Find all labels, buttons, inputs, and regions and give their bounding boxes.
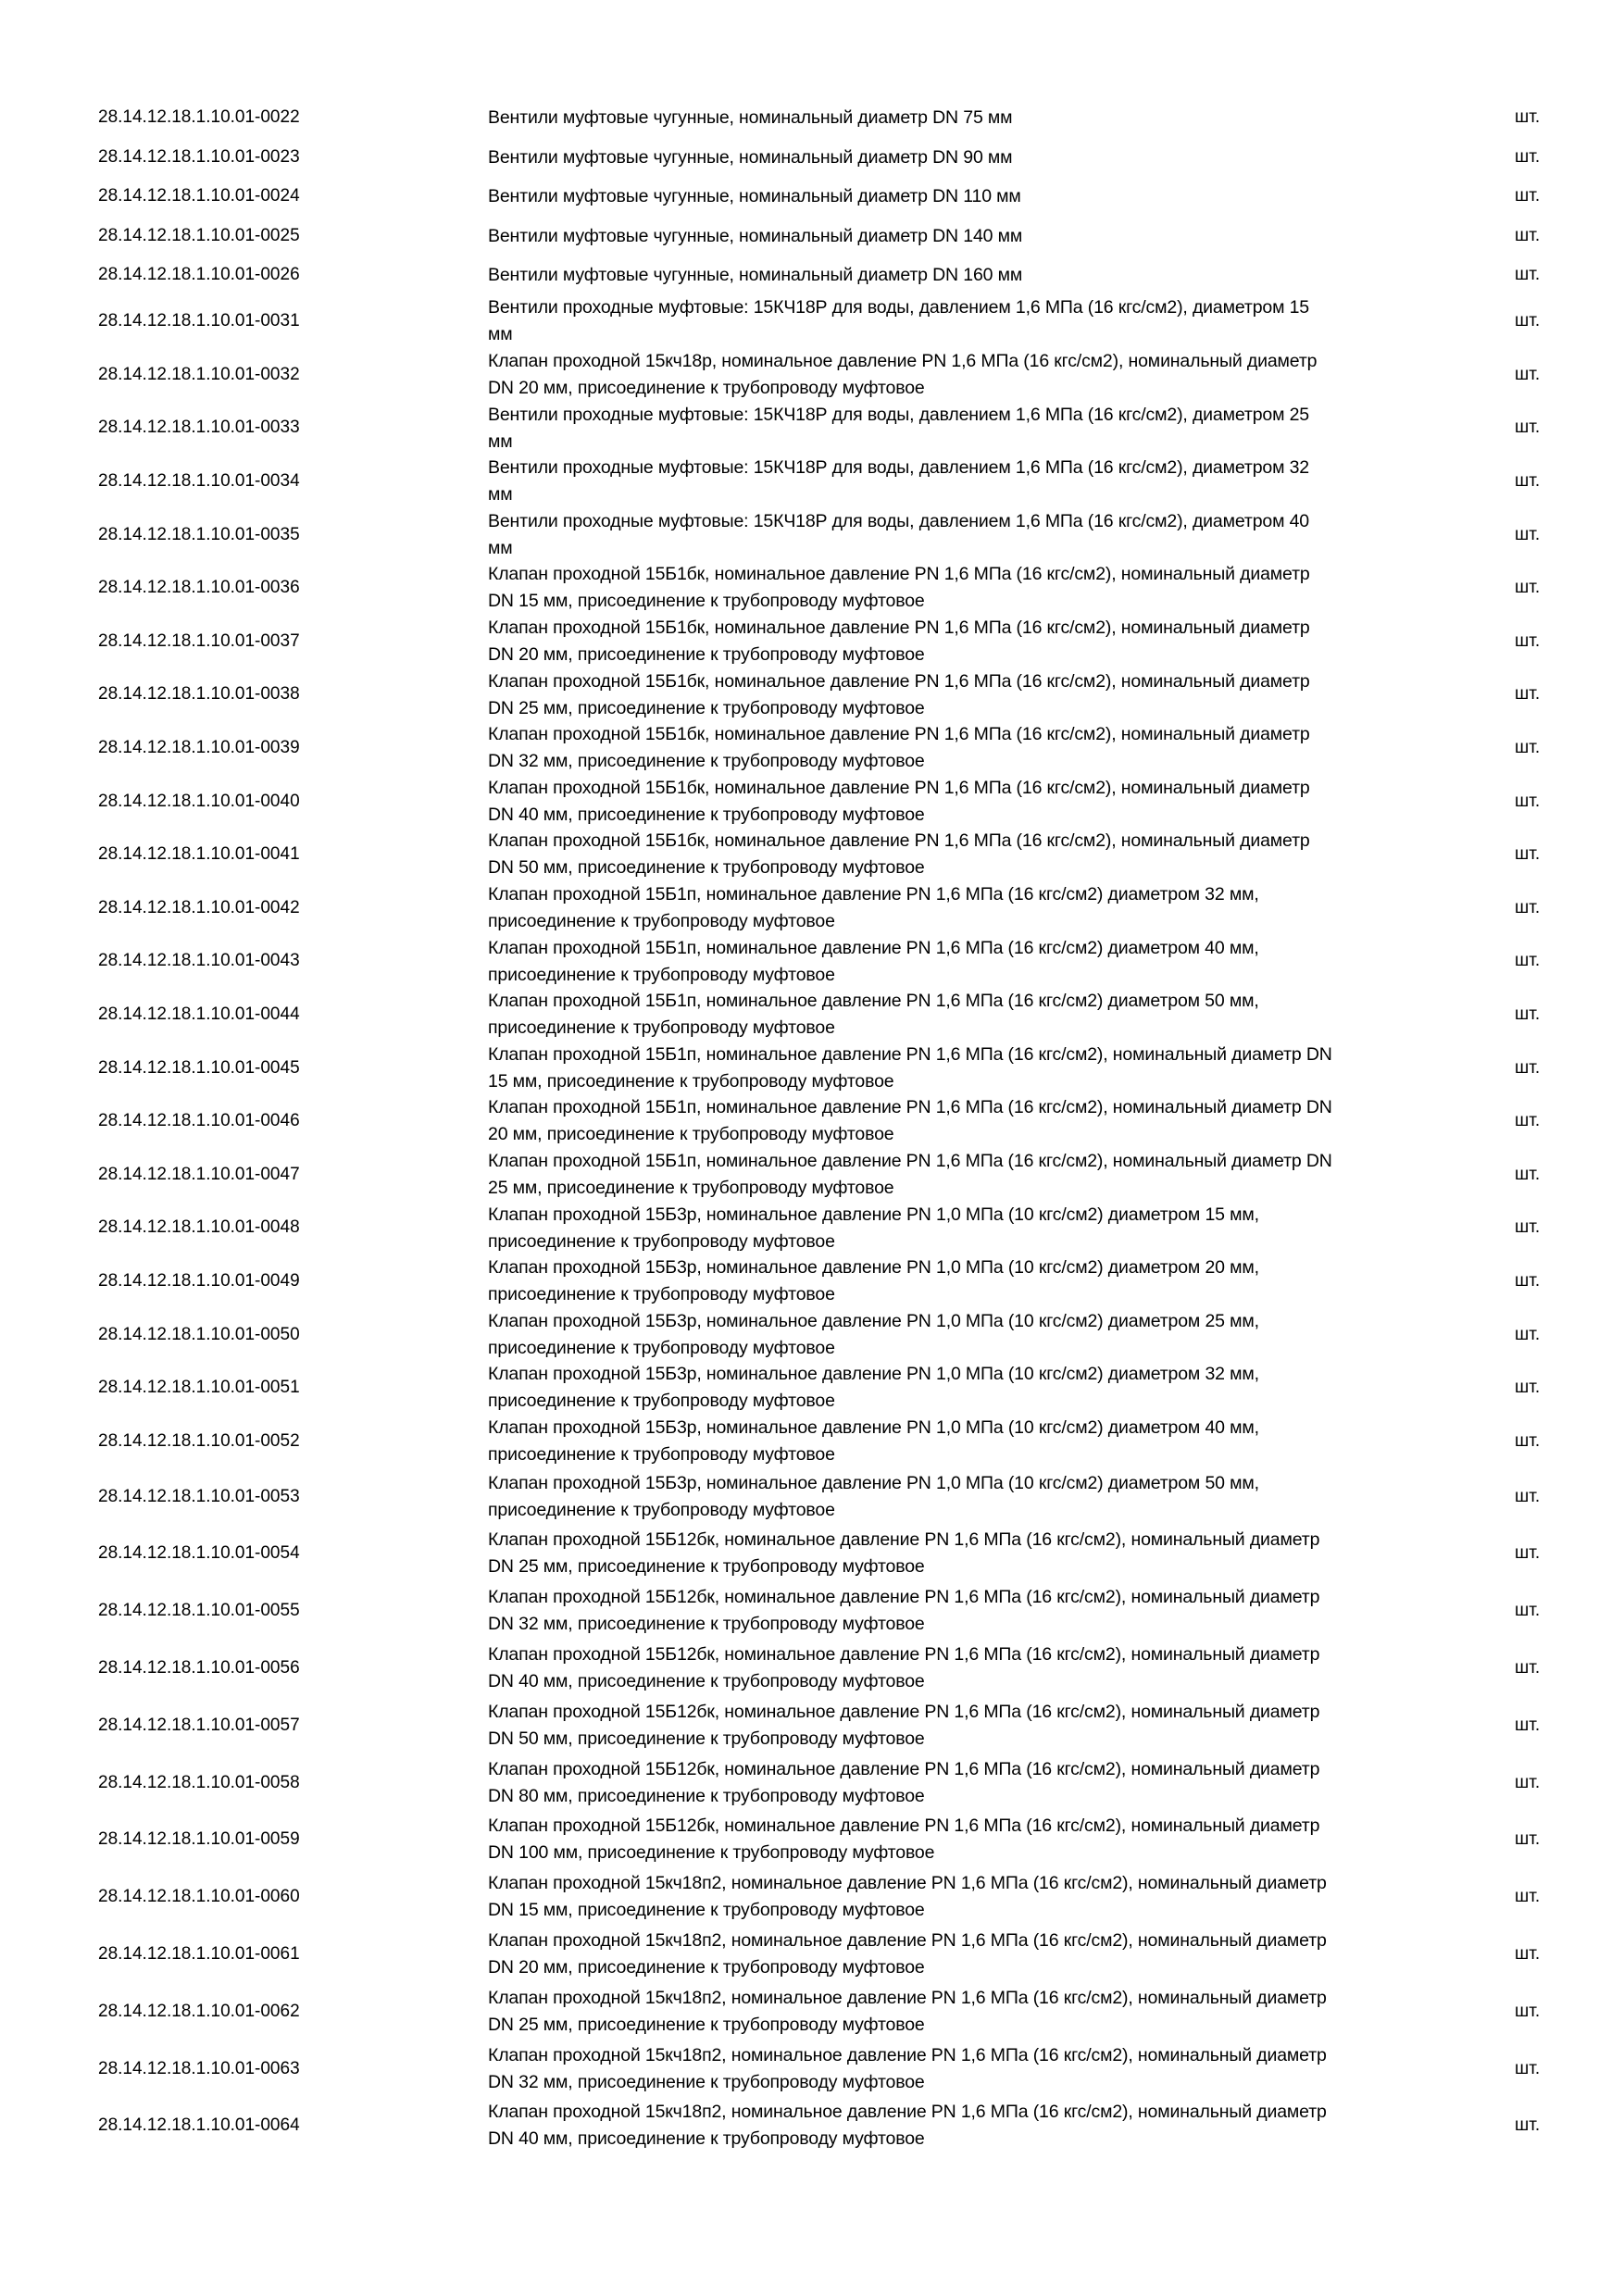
table-row (0, 1582, 1624, 1640)
table-row (0, 615, 1624, 668)
row-description (488, 402, 1460, 455)
description-line: DN 32 мм, присоединение к трубопроводу муфтовое (488, 2071, 925, 2092)
row-description (488, 227, 1460, 245)
row-code: 28.14.12.18.1.10.01-0064 (98, 2115, 300, 2136)
row-unit: шт. (1515, 186, 1541, 206)
row-unit: шт. (1515, 1217, 1541, 1238)
row-code: 28.14.12.18.1.10.01-0062 (98, 2001, 300, 2021)
row-unit: шт. (1515, 897, 1541, 917)
row-code: 28.14.12.18.1.10.01-0053 (98, 1486, 300, 1506)
row-code: 28.14.12.18.1.10.01-0033 (98, 418, 300, 438)
description-line: присоединение к трубопроводу муфтовое (488, 1284, 835, 1305)
table-row (0, 295, 1624, 349)
row-unit: шт. (1515, 951, 1541, 971)
row-code: 28.14.12.18.1.10.01-0044 (98, 1004, 300, 1025)
table-row (0, 2040, 1624, 2098)
table-row (0, 775, 1624, 829)
row-unit: шт. (1515, 1657, 1541, 1678)
description-line: присоединение к трубопроводу муфтовое (488, 1443, 835, 1465)
row-description (488, 508, 1460, 562)
description-line: Вентили муфтовые чугунные, номинальный диаметр DN 90 мм (488, 146, 1013, 168)
row-code: 28.14.12.18.1.10.01-0041 (98, 844, 300, 865)
row-description (488, 1699, 1460, 1753)
row-unit: шт. (1515, 1004, 1541, 1025)
row-code: 28.14.12.18.1.10.01-0037 (98, 630, 300, 651)
row-description (488, 1527, 1460, 1580)
table-row (0, 217, 1624, 256)
table-row (0, 138, 1624, 178)
row-code: 28.14.12.18.1.10.01-0047 (98, 1164, 300, 1184)
row-code: 28.14.12.18.1.10.01-0056 (98, 1657, 300, 1678)
row-unit: шт. (1515, 1943, 1541, 1964)
table-row (0, 935, 1624, 989)
row-description (488, 935, 1460, 989)
description-line: присоединение к трубопроводу муфтовое (488, 1017, 835, 1039)
table-row (0, 1868, 1624, 1926)
row-description (488, 1870, 1460, 1924)
table-row (0, 1042, 1624, 1095)
row-code: 28.14.12.18.1.10.01-0035 (98, 524, 300, 544)
row-unit: шт. (1515, 1430, 1541, 1451)
description-line: Клапан проходной 15Б1п, номинальное давление PN 1,6 МПа (16 кгс/см2) диаметром 40 мм, (488, 937, 1259, 958)
description-line: присоединение к трубопроводу муфтовое (488, 1230, 835, 1252)
description-line: Клапан проходной 15Б1бк, номинальное давление PN 1,6 МПа (16 кгс/см2), номинальный диаметр (488, 564, 1310, 585)
description-line: 25 мм, присоединение к трубопроводу муфтовое (488, 1177, 894, 1198)
description-line: Клапан проходной 15Б1бк, номинальное давление PN 1,6 МПа (16 кгс/см2), номинальный диаметр (488, 830, 1310, 852)
description-line: Клапан проходной 15кч18п2, номинальное давление PN 1,6 МПа (16 кгс/см2), номинальный диаметр (488, 2102, 1327, 2123)
row-unit: шт. (1515, 1164, 1541, 1184)
row-unit: шт. (1515, 1378, 1541, 1398)
table-row (0, 1812, 1624, 1869)
description-line: Клапан проходной 15Б12бк, номинальное давление PN 1,6 МПа (16 кгс/см2), номинальный диаметр (488, 1643, 1320, 1665)
description-line: мм (488, 324, 513, 345)
row-unit: шт. (1515, 844, 1541, 865)
row-unit: шт. (1515, 1057, 1541, 1078)
description-line: присоединение к трубопроводу муфтовое (488, 910, 835, 931)
description-line: Клапан проходной 15Б1п, номинальное давление PN 1,6 МПа (16 кгс/см2) диаметром 50 мм, (488, 991, 1259, 1012)
row-code: 28.14.12.18.1.10.01-0026 (98, 265, 300, 285)
row-description (488, 1641, 1460, 1695)
row-description (488, 1042, 1460, 1095)
row-description (488, 1202, 1460, 1255)
table-row (0, 1308, 1624, 1362)
row-description (488, 721, 1460, 775)
table-row (0, 1697, 1624, 1754)
row-unit: шт. (1515, 311, 1541, 331)
row-unit: шт. (1515, 684, 1541, 705)
table-row (0, 721, 1624, 775)
row-code: 28.14.12.18.1.10.01-0046 (98, 1111, 300, 1131)
row-unit: шт. (1515, 265, 1541, 285)
description-line: Вентили проходные муфтовые: 15КЧ18Р для воды, давлением 1,6 МПа (16 кгс/см2), диаметром 40 (488, 510, 1310, 531)
row-code: 28.14.12.18.1.10.01-0048 (98, 1217, 300, 1238)
row-unit: шт. (1515, 1543, 1541, 1564)
row-code: 28.14.12.18.1.10.01-0043 (98, 951, 300, 971)
row-description (488, 1584, 1460, 1638)
table-row (0, 1526, 1624, 1583)
row-description (488, 775, 1460, 829)
description-line: Вентили проходные муфтовые: 15КЧ18Р для воды, давлением 1,6 МПа (16 кгс/см2), диаметром 32 (488, 457, 1310, 479)
row-unit: шт. (1515, 107, 1541, 128)
table-row (0, 98, 1624, 138)
table-row (0, 562, 1624, 616)
description-line: мм (488, 430, 513, 452)
row-code: 28.14.12.18.1.10.01-0036 (98, 578, 300, 598)
row-code: 28.14.12.18.1.10.01-0040 (98, 791, 300, 811)
description-line: DN 25 мм, присоединение к трубопроводу муфтовое (488, 2014, 925, 2035)
row-unit: шт. (1515, 2115, 1541, 2136)
description-line: Клапан проходной 15кч18р, номинальное давление PN 1,6 МПа (16 кгс/см2), номинальный диаметр (488, 350, 1318, 371)
row-code: 28.14.12.18.1.10.01-0052 (98, 1430, 300, 1451)
row-code: 28.14.12.18.1.10.01-0051 (98, 1378, 300, 1398)
table-row (0, 829, 1624, 882)
row-description (488, 668, 1460, 722)
description-line: Клапан проходной 15Б12бк, номинальное давление PN 1,6 МПа (16 кгс/см2), номинальный диаметр (488, 1701, 1320, 1722)
table-row (0, 455, 1624, 508)
row-unit: шт. (1515, 1271, 1541, 1292)
description-line: Клапан проходной 15Б12бк, номинальное давление PN 1,6 МПа (16 кгс/см2), номинальный диаметр (488, 1529, 1320, 1551)
row-description (488, 148, 1460, 167)
description-line: DN 40 мм, присоединение к трубопроводу муфтовое (488, 2128, 925, 2150)
row-unit: шт. (1515, 364, 1541, 384)
table-row (0, 1415, 1624, 1468)
description-line: присоединение к трубопроводу муфтовое (488, 1499, 835, 1520)
row-code: 28.14.12.18.1.10.01-0045 (98, 1057, 300, 1078)
table-row (0, 668, 1624, 722)
row-unit: шт. (1515, 630, 1541, 651)
row-description (488, 1415, 1460, 1468)
row-unit: шт. (1515, 1829, 1541, 1850)
description-line: Клапан проходной 15кч18п2, номинальное давление PN 1,6 МПа (16 кгс/см2), номинальный диаметр (488, 1987, 1327, 2008)
row-unit: шт. (1515, 738, 1541, 758)
description-line: Клапан проходной 15Б12бк, номинальное давление PN 1,6 МПа (16 кгс/см2), номинальный диаметр (488, 1587, 1320, 1608)
row-code: 28.14.12.18.1.10.01-0061 (98, 1943, 300, 1964)
description-line: Клапан проходной 15Б12бк, номинальное давление PN 1,6 МПа (16 кгс/см2), номинальный диаметр (488, 1816, 1320, 1837)
table-row (0, 402, 1624, 455)
table-row (0, 348, 1624, 402)
description-line: DN 100 мм, присоединение к трубопроводу муфтовое (488, 1842, 935, 1864)
description-line: Клапан проходной 15Б3р, номинальное давление PN 1,0 МПа (10 кгс/см2) диаметром 50 мм, (488, 1472, 1259, 1493)
description-line: присоединение к трубопроводу муфтовое (488, 964, 835, 985)
description-line: DN 40 мм, присоединение к трубопроводу муфтовое (488, 1670, 925, 1691)
description-line: Вентили муфтовые чугунные, номинальный диаметр DN 160 мм (488, 265, 1023, 286)
description-line: DN 15 мм, присоединение к трубопроводу муфтовое (488, 1900, 925, 1921)
row-description (488, 881, 1460, 935)
row-unit: шт. (1515, 1887, 1541, 1907)
row-unit: шт. (1515, 146, 1541, 167)
description-line: Клапан проходной 15Б3р, номинальное давление PN 1,0 МПа (10 кгс/см2) диаметром 25 мм, (488, 1310, 1259, 1331)
row-description (488, 1470, 1460, 1524)
row-description (488, 1148, 1460, 1202)
row-description (488, 455, 1460, 508)
table-row (0, 881, 1624, 935)
row-code: 28.14.12.18.1.10.01-0054 (98, 1543, 300, 1564)
row-unit: шт. (1515, 2001, 1541, 2021)
description-line: DN 20 мм, присоединение к трубопроводу муфтовое (488, 377, 925, 398)
description-line: Клапан проходной 15кч18п2, номинальное давление PN 1,6 МПа (16 кгс/см2), номинальный диаметр (488, 1873, 1327, 1894)
description-line: DN 15 мм, присоединение к трубопроводу муфтовое (488, 591, 925, 612)
table-row (0, 1983, 1624, 2040)
row-code: 28.14.12.18.1.10.01-0024 (98, 186, 300, 206)
table-row (0, 508, 1624, 562)
table-row (0, 1754, 1624, 1812)
row-description (488, 1308, 1460, 1362)
row-code: 28.14.12.18.1.10.01-0039 (98, 738, 300, 758)
row-code: 28.14.12.18.1.10.01-0034 (98, 471, 300, 492)
row-description (488, 2042, 1460, 2096)
description-line: DN 40 мм, присоединение к трубопроводу муфтовое (488, 804, 925, 825)
table-row (0, 177, 1624, 217)
row-code: 28.14.12.18.1.10.01-0060 (98, 1887, 300, 1907)
row-description (488, 266, 1460, 284)
row-code: 28.14.12.18.1.10.01-0025 (98, 225, 300, 245)
description-line: мм (488, 484, 513, 505)
row-description (488, 988, 1460, 1042)
table-row (0, 1362, 1624, 1416)
description-line: DN 20 мм, присоединение к трубопроводу муфтовое (488, 1956, 925, 1978)
row-description (488, 1756, 1460, 1810)
table-row (0, 1254, 1624, 1308)
row-code: 28.14.12.18.1.10.01-0050 (98, 1324, 300, 1344)
row-description (488, 1928, 1460, 1981)
description-line: Вентили муфтовые чугунные, номинальный диаметр DN 75 мм (488, 107, 1013, 129)
table-row (0, 1148, 1624, 1202)
description-line: DN 32 мм, присоединение к трубопроводу муфтовое (488, 1614, 925, 1635)
description-line: Клапан проходной 15Б1бк, номинальное давление PN 1,6 МПа (16 кгс/см2), номинальный диаметр (488, 617, 1310, 638)
description-line: DN 25 мм, присоединение к трубопроводу муфтовое (488, 697, 925, 718)
row-description (488, 615, 1460, 668)
description-line: присоединение к трубопроводу муфтовое (488, 1391, 835, 1412)
table-row (0, 256, 1624, 295)
description-line: Клапан проходной 15Б12бк, номинальное давление PN 1,6 МПа (16 кгс/см2), номинальный диаметр (488, 1758, 1320, 1779)
row-unit: шт. (1515, 578, 1541, 598)
row-code: 28.14.12.18.1.10.01-0063 (98, 2058, 300, 2078)
row-code: 28.14.12.18.1.10.01-0042 (98, 897, 300, 917)
description-line: DN 32 мм, присоединение к трубопроводу муфтовое (488, 751, 925, 772)
description-line: 15 мм, присоединение к трубопроводу муфтовое (488, 1070, 894, 1092)
description-line: Клапан проходной 15Б1бк, номинальное давление PN 1,6 МПа (16 кгс/см2), номинальный диаметр (488, 670, 1310, 692)
row-code: 28.14.12.18.1.10.01-0031 (98, 311, 300, 331)
row-description (488, 1813, 1460, 1866)
row-unit: шт. (1515, 2058, 1541, 2078)
table-row (0, 1095, 1624, 1149)
description-line: Клапан проходной 15Б3р, номинальное давление PN 1,0 МПа (10 кгс/см2) диаметром 40 мм, (488, 1416, 1259, 1438)
row-code: 28.14.12.18.1.10.01-0049 (98, 1271, 300, 1292)
row-code: 28.14.12.18.1.10.01-0032 (98, 364, 300, 384)
description-line: DN 50 мм, присоединение к трубопроводу муфтовое (488, 857, 925, 879)
description-line: Клапан проходной 15Б1п, номинальное давление PN 1,6 МПа (16 кгс/см2) диаметром 32 мм, (488, 883, 1259, 905)
row-description (488, 1254, 1460, 1308)
description-line: Вентили проходные муфтовые: 15КЧ18Р для воды, давлением 1,6 МПа (16 кгс/см2), диаметром 25 (488, 404, 1310, 425)
description-line: присоединение к трубопроводу муфтовое (488, 1337, 835, 1358)
row-code: 28.14.12.18.1.10.01-0022 (98, 107, 300, 128)
row-unit: шт. (1515, 791, 1541, 811)
row-unit: шт. (1515, 1715, 1541, 1735)
row-description (488, 294, 1460, 348)
description-line: Клапан проходной 15Б3р, номинальное давление PN 1,0 МПа (10 кгс/см2) диаметром 15 мм, (488, 1204, 1259, 1225)
row-unit: шт. (1515, 1601, 1541, 1621)
table-row (0, 1926, 1624, 1983)
row-description (488, 1361, 1460, 1415)
description-line: Вентили проходные муфтовые: 15КЧ18Р для воды, давлением 1,6 МПа (16 кгс/см2), диаметром 15 (488, 297, 1310, 318)
row-description (488, 561, 1460, 615)
description-line: мм (488, 537, 513, 558)
table-row (0, 1468, 1624, 1526)
row-code: 28.14.12.18.1.10.01-0023 (98, 146, 300, 167)
description-line: Клапан проходной 15кч18п2, номинальное давление PN 1,6 МПа (16 кгс/см2), номинальный диаметр (488, 1929, 1327, 1951)
description-line: Клапан проходной 15Б1п, номинальное давление PN 1,6 МПа (16 кгс/см2), номинальный диаметр DN (488, 1150, 1332, 1171)
row-unit: шт. (1515, 1772, 1541, 1792)
description-line: Вентили муфтовые чугунные, номинальный диаметр DN 110 мм (488, 186, 1021, 207)
row-description (488, 1985, 1460, 2039)
description-line: Клапан проходной 15кч18п2, номинальное давление PN 1,6 МПа (16 кгс/см2), номинальный диаметр (488, 2044, 1327, 2065)
description-line: Клапан проходной 15Б1п, номинальное давление PN 1,6 МПа (16 кгс/см2), номинальный диаметр DN (488, 1043, 1332, 1065)
row-unit: шт. (1515, 1324, 1541, 1344)
description-line: Клапан проходной 15Б1бк, номинальное давление PN 1,6 МПа (16 кгс/см2), номинальный диаметр (488, 724, 1310, 745)
description-line: Клапан проходной 15Б3р, номинальное давление PN 1,0 МПа (10 кгс/см2) диаметром 20 мм, (488, 1257, 1259, 1279)
description-line: DN 25 мм, присоединение к трубопроводу муфтовое (488, 1556, 925, 1578)
description-line: DN 20 мм, присоединение к трубопроводу муфтовое (488, 643, 925, 665)
row-unit: шт. (1515, 1111, 1541, 1131)
description-line: Клапан проходной 15Б3р, номинальное давление PN 1,0 МПа (10 кгс/см2) диаметром 32 мм, (488, 1364, 1259, 1385)
row-description (488, 108, 1460, 127)
description-line: DN 80 мм, присоединение к трубопроводу муфтовое (488, 1785, 925, 1806)
table-row (0, 2098, 1624, 2155)
row-description (488, 2099, 1460, 2152)
row-unit: шт. (1515, 1486, 1541, 1506)
row-code: 28.14.12.18.1.10.01-0058 (98, 1772, 300, 1792)
row-description (488, 187, 1460, 206)
row-code: 28.14.12.18.1.10.01-0059 (98, 1829, 300, 1850)
description-line: 20 мм, присоединение к трубопроводу муфтовое (488, 1124, 894, 1145)
row-unit: шт. (1515, 471, 1541, 492)
row-unit: шт. (1515, 524, 1541, 544)
row-code: 28.14.12.18.1.10.01-0038 (98, 684, 300, 705)
row-unit: шт. (1515, 225, 1541, 245)
row-description (488, 828, 1460, 881)
row-description (488, 348, 1460, 402)
row-code: 28.14.12.18.1.10.01-0057 (98, 1715, 300, 1735)
description-line: Вентили муфтовые чугунные, номинальный диаметр DN 140 мм (488, 225, 1023, 246)
row-unit: шт. (1515, 418, 1541, 438)
row-description (488, 1094, 1460, 1148)
row-code: 28.14.12.18.1.10.01-0055 (98, 1601, 300, 1621)
table-row (0, 1640, 1624, 1697)
table-row (0, 988, 1624, 1042)
description-line: DN 50 мм, присоединение к трубопроводу муфтовое (488, 1728, 925, 1749)
table-row (0, 1202, 1624, 1255)
description-line: Клапан проходной 15Б1бк, номинальное давление PN 1,6 МПа (16 кгс/см2), номинальный диаметр (488, 777, 1310, 798)
description-line: Клапан проходной 15Б1п, номинальное давление PN 1,6 МПа (16 кгс/см2), номинальный диаметр DN (488, 1097, 1332, 1118)
